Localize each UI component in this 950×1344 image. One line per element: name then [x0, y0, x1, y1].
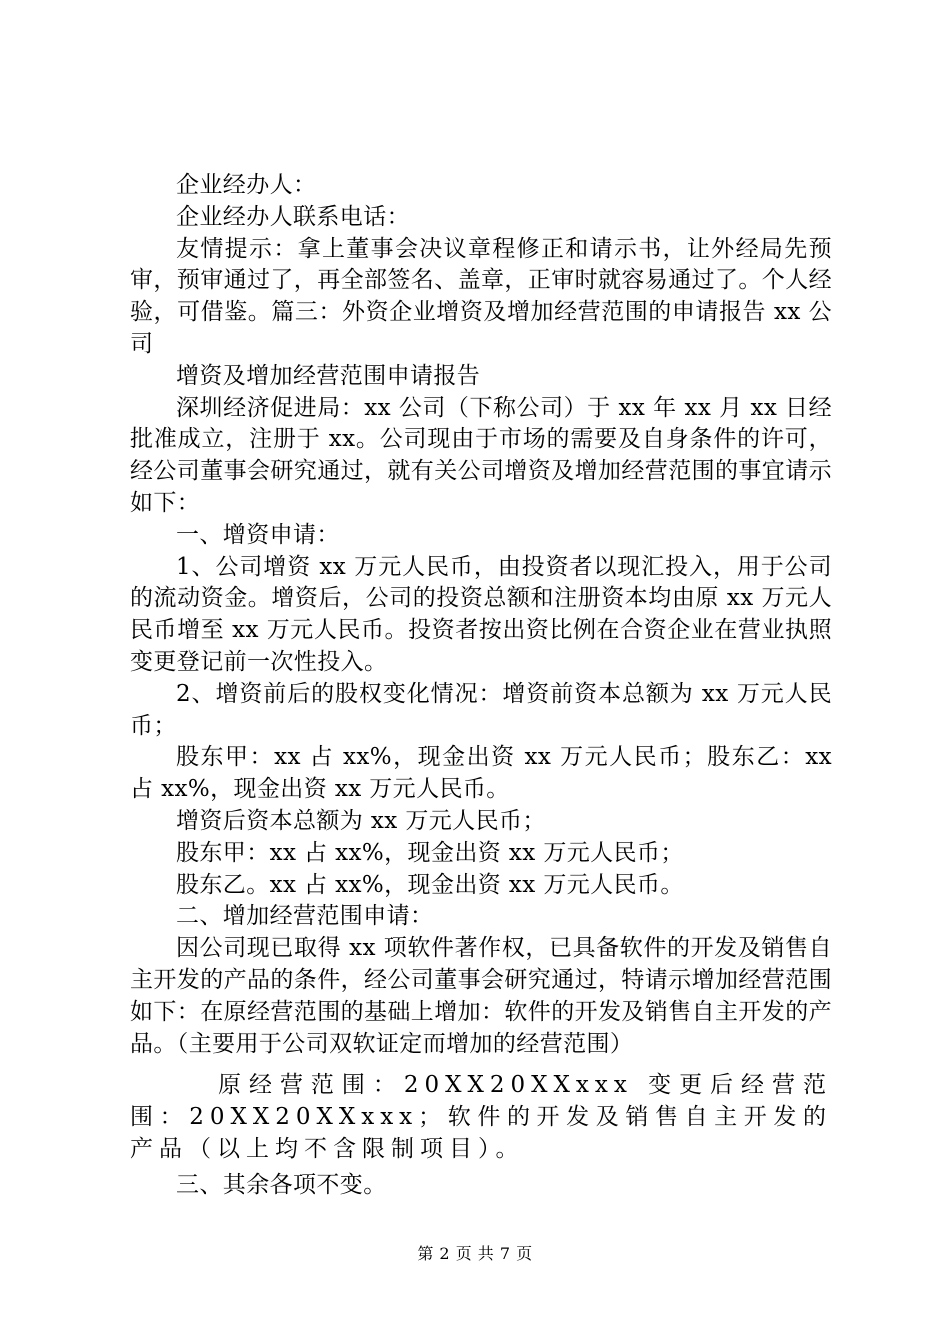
report-title: 增资及增加经营范围申请报告 — [176, 362, 481, 389]
paragraph-tip: 友情提示：拿上董事会决议章程修正和请示书，让外经局先预审，预审通过了，再全部签名、盖章，正审时就容易通过了。个人经验，可借鉴。篇三：外资企业增资及增加经营范围的申请报告 xx 公司 — [130, 235, 832, 357]
section-heading-capital-increase: 一、增资申请： — [176, 521, 340, 548]
paragraph-capital-after: 增资后资本总额为 xx 万元人民币； — [176, 807, 546, 834]
paragraph-business-scope: 因公司现已取得 xx 项软件著作权，已具备软件的开发及销售自主开发的产品的条件，经公司董事会研究通过，特请示增加经营范围如下：在原经营范围的基础上增加：软件的开发及销售自主开发的产品。（主要用于公司双软证定而增加的经营范围） — [130, 935, 832, 1057]
paragraph-item-2: 2、增资前后的股权变化情况：增资前资本总额为 xx 万元人民币； — [130, 680, 832, 739]
paragraph-shareholder-b-after: 股东乙。xx 占 xx%，现金出资 xx 万元人民币。 — [176, 871, 684, 898]
section-heading-others: 三、其余各项不变。 — [176, 1171, 387, 1198]
section-heading-business-scope: 二、增加经营范围申请： — [176, 903, 434, 930]
page-footer: 第 2 页 共 7 页 — [417, 1244, 533, 1263]
paragraph-handler-phone: 企业经办人联系电话： — [176, 203, 410, 230]
paragraph-shareholder-a-after: 股东甲：xx 占 xx%，现金出资 xx 万元人民币； — [176, 839, 684, 866]
paragraph-addressee: 深圳经济促进局：xx 公司（下称公司）于 xx 年 xx 月 xx 日经批准成立，注册于 xx。公司现由于市场的需要及自身条件的许可，经公司董事会研究通过，就有关公司增资及增加经营范围的事宜请示如下： — [130, 394, 832, 516]
document-body — [130, 170, 832, 1202]
paragraph-handler: 企业经办人： — [176, 172, 317, 198]
paragraph-shareholders-before: 股东甲：xx 占 xx%，现金出资 xx 万元人民币；股东乙：xx 占 xx%，现金出资 xx 万元人民币。 — [130, 744, 832, 803]
paragraph-item-1: 1、公司增资 xx 万元人民币，由投资者以现汇投入，用于公司的流动资金。增资后，公司的投资总额和注册资本均由原 xx 万元人民币增至 xx 万元人民币。投资者按出资比例在合资企业在营业执照变更登记前一次性投入。 — [130, 553, 832, 675]
paragraph-scope-change: 原经营范围：20XX20XXxxx 变更后经营范围：20XX20XXxxx；软件的开发及销售自主开发的产品（以上均不含限制项目）。 — [130, 1072, 832, 1162]
